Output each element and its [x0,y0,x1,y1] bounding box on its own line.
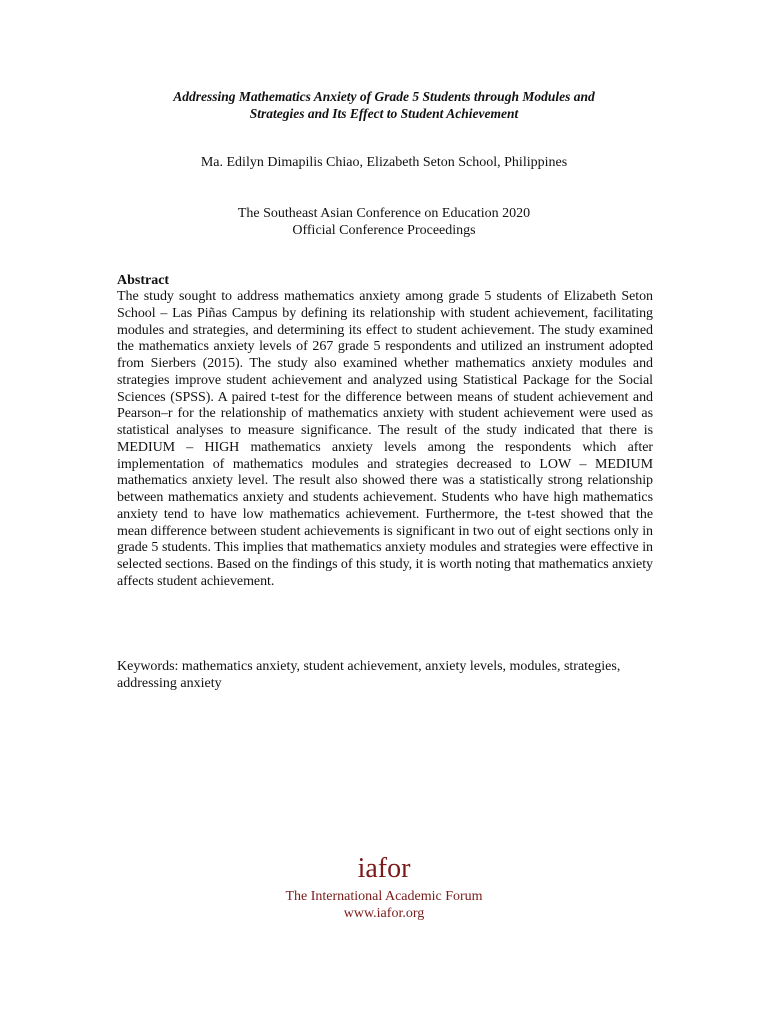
proceedings-label: Official Conference Proceedings [292,223,476,238]
paper-title [100,88,668,122]
conference-name: The Southeast Asian Conference on Education 2020 [237,206,531,221]
paper-title-line-2: Strategies and Its Effect to Student Achievement [249,106,519,121]
abstract-body: The study sought to address mathematics anxiety among grade 5 students of Elizabeth Seton School – Las Piñas Campus by defining its relationship with student achievement, facilitating modules and strategies, and determining its effect to student achievement. The study examined the mathematics anxiety levels of 267 grade 5 respondents and utilized an instrument adopted from Sierbers (2015). The study also examined whether mathematics anxiety modules and strategies improve student achievement and analyzed using Statistical Package for the Social Sciences (SPSS). A paired t-test for the difference between means of student achievement and Pearson–r for the relationship of mathematics anxiety with student achievement were used as statistical analyses to measure significance. The result of the study indicated that there is MEDIUM – HIGH mathematics anxiety levels among the respondents which after implementation of mathematics modules and strategies decreased to LOW – MEDIUM mathematics anxiety level. The result also showed there was a statistically strong relationship between mathematics anxiety and students achievement. Students who have high mathematics anxiety tend to have low mathematics achievement. Furthermore, the t-test showed that the mean difference between student achievements is significant in two out of eight sections only in grade 5 students. This implies that mathematics anxiety modules and strategies were effective in selected sections. Based on the findings of this study, it is worth noting that mathematics anxiety affects student achievement. [117,289,653,589]
keywords: Keywords: mathematics anxiety, student achievement, anxiety levels, modules, strategies, addressing anxiety [117,659,621,691]
conference-info [100,205,668,239]
abstract-heading: Abstract [117,273,170,288]
organization-name: The International Academic Forum [285,889,483,904]
iafor-logo-text: iafor [357,853,411,884]
website-link[interactable]: www.iafor.org [343,906,425,921]
publisher-footer [0,852,768,922]
author-affiliation: Ma. Edilyn Dimapilis Chiao, Elizabeth Seton School, Philippines [200,155,568,170]
paper-title-line-1: Addressing Mathematics Anxiety of Grade 5 Students through Modules and [173,89,595,104]
